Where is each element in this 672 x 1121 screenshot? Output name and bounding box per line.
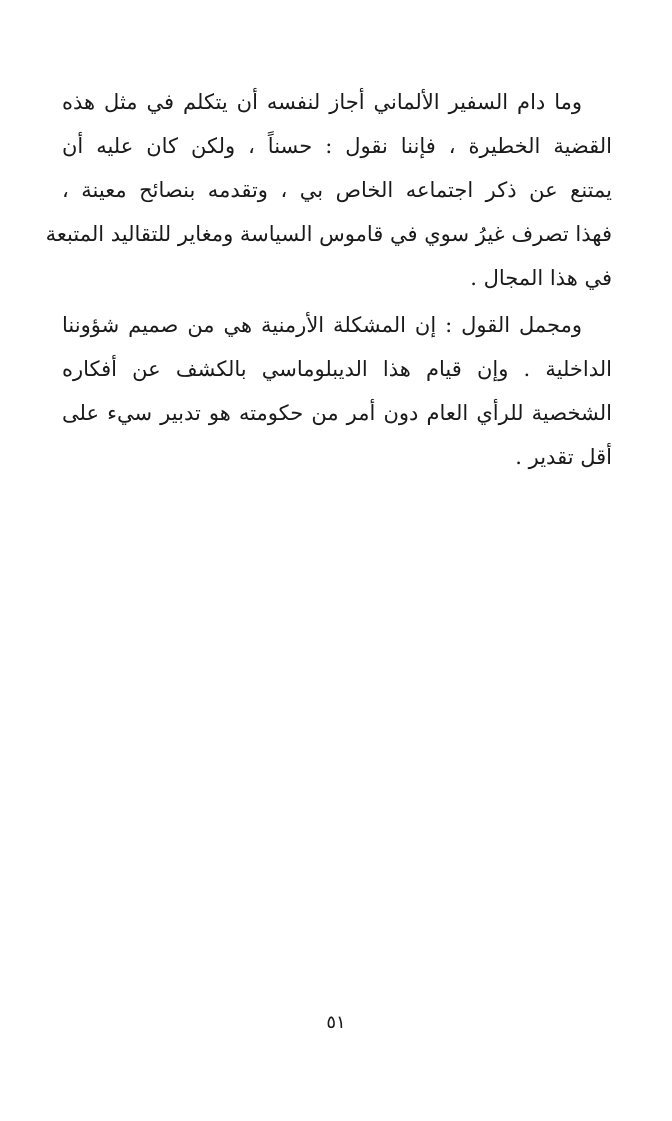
page-number: ٥١ <box>326 1012 346 1033</box>
paragraph-line: الشخصية للرأي العام دون أمر من حكومته هو تدبير سيء على <box>62 401 612 425</box>
paragraph-line: وما دام السفير الألماني أجاز لنفسه أن يتكلم في مثل هذه <box>62 90 582 114</box>
paragraph-line: الداخلية . وإن قيام هذا الديبلوماسي بالكشف عن أفكاره <box>62 357 612 381</box>
paragraph-line: أقل تقدير . <box>515 445 612 469</box>
paragraph-1 <box>45 80 612 300</box>
paragraph-2 <box>62 303 612 479</box>
paragraph-line: فهذا تصرف غيرُ سوي في قاموس السياسة ومغاير للتقاليد المتبعة <box>45 222 612 246</box>
paragraph-line: يمتنع عن ذكر اجتماعه الخاص بي ، وتقدمه بنصائح معينة ، <box>62 178 612 202</box>
paragraph-line: في هذا المجال . <box>470 266 612 290</box>
paragraph-line: ومجمل القول : إن المشكلة الأرمنية هي من صميم شؤوننا <box>62 313 582 337</box>
paragraph-line: القضية الخطيرة ، فإننا نقول : حسناً ، ولكن كان عليه أن <box>62 134 612 158</box>
